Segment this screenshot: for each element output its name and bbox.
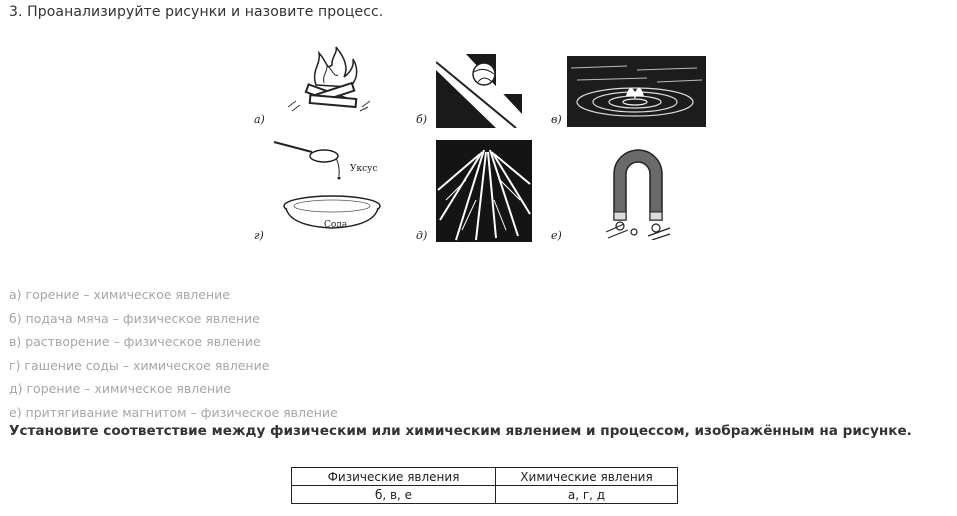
table-row (292, 486, 678, 504)
cell-chemical: а, г, д (496, 486, 678, 504)
answer-item-b: б) подача мяча – физическое явление (9, 310, 260, 326)
answer-list (9, 283, 338, 425)
figure-label-d: г) (254, 229, 264, 242)
campfire-icon (286, 45, 374, 115)
instruction-text: Установите соответствие между физическим или химическим явлением и процессом, изображённым на рисунке. (9, 423, 912, 439)
figure-label-f: е) (551, 229, 562, 242)
answer-item-e: д) горение – химическое явление (9, 381, 231, 397)
figure-label-b: б) (416, 113, 428, 126)
answer-item-c: в) растворение – физическое явление (9, 334, 261, 350)
figure-c (567, 56, 706, 127)
answer-item-f: е) притягивание магнитом – физическое явление (9, 404, 338, 420)
cell-physical: б, в, е (292, 486, 496, 504)
ball-hit-icon (436, 54, 522, 128)
figure-label-c: в) (551, 113, 562, 126)
answer-item-a: а) горение – химическое явление (9, 287, 230, 302)
soda-label: Сода (324, 220, 348, 230)
fireworks-icon (436, 140, 532, 242)
figure-label-e: д) (416, 229, 428, 242)
water-ripples-icon (567, 56, 706, 127)
figure-label-a: а) (254, 113, 265, 126)
table-header-row (292, 468, 678, 486)
figure-e (436, 140, 532, 242)
vinegar-label: Уксус (350, 164, 378, 174)
horseshoe-magnet-icon (604, 140, 672, 240)
phenomena-table (291, 467, 678, 504)
question-title: 3. Проанализируйте рисунки и назовите процесс. (9, 4, 384, 20)
figure-b (436, 54, 522, 128)
figure-d (272, 138, 390, 234)
figure-a (286, 45, 374, 115)
figure-f (604, 140, 672, 240)
answer-item-d: г) гашение соды – химическое явление (9, 357, 270, 373)
header-physical: Физические явления (292, 468, 496, 486)
header-chemical: Химические явления (496, 468, 678, 486)
